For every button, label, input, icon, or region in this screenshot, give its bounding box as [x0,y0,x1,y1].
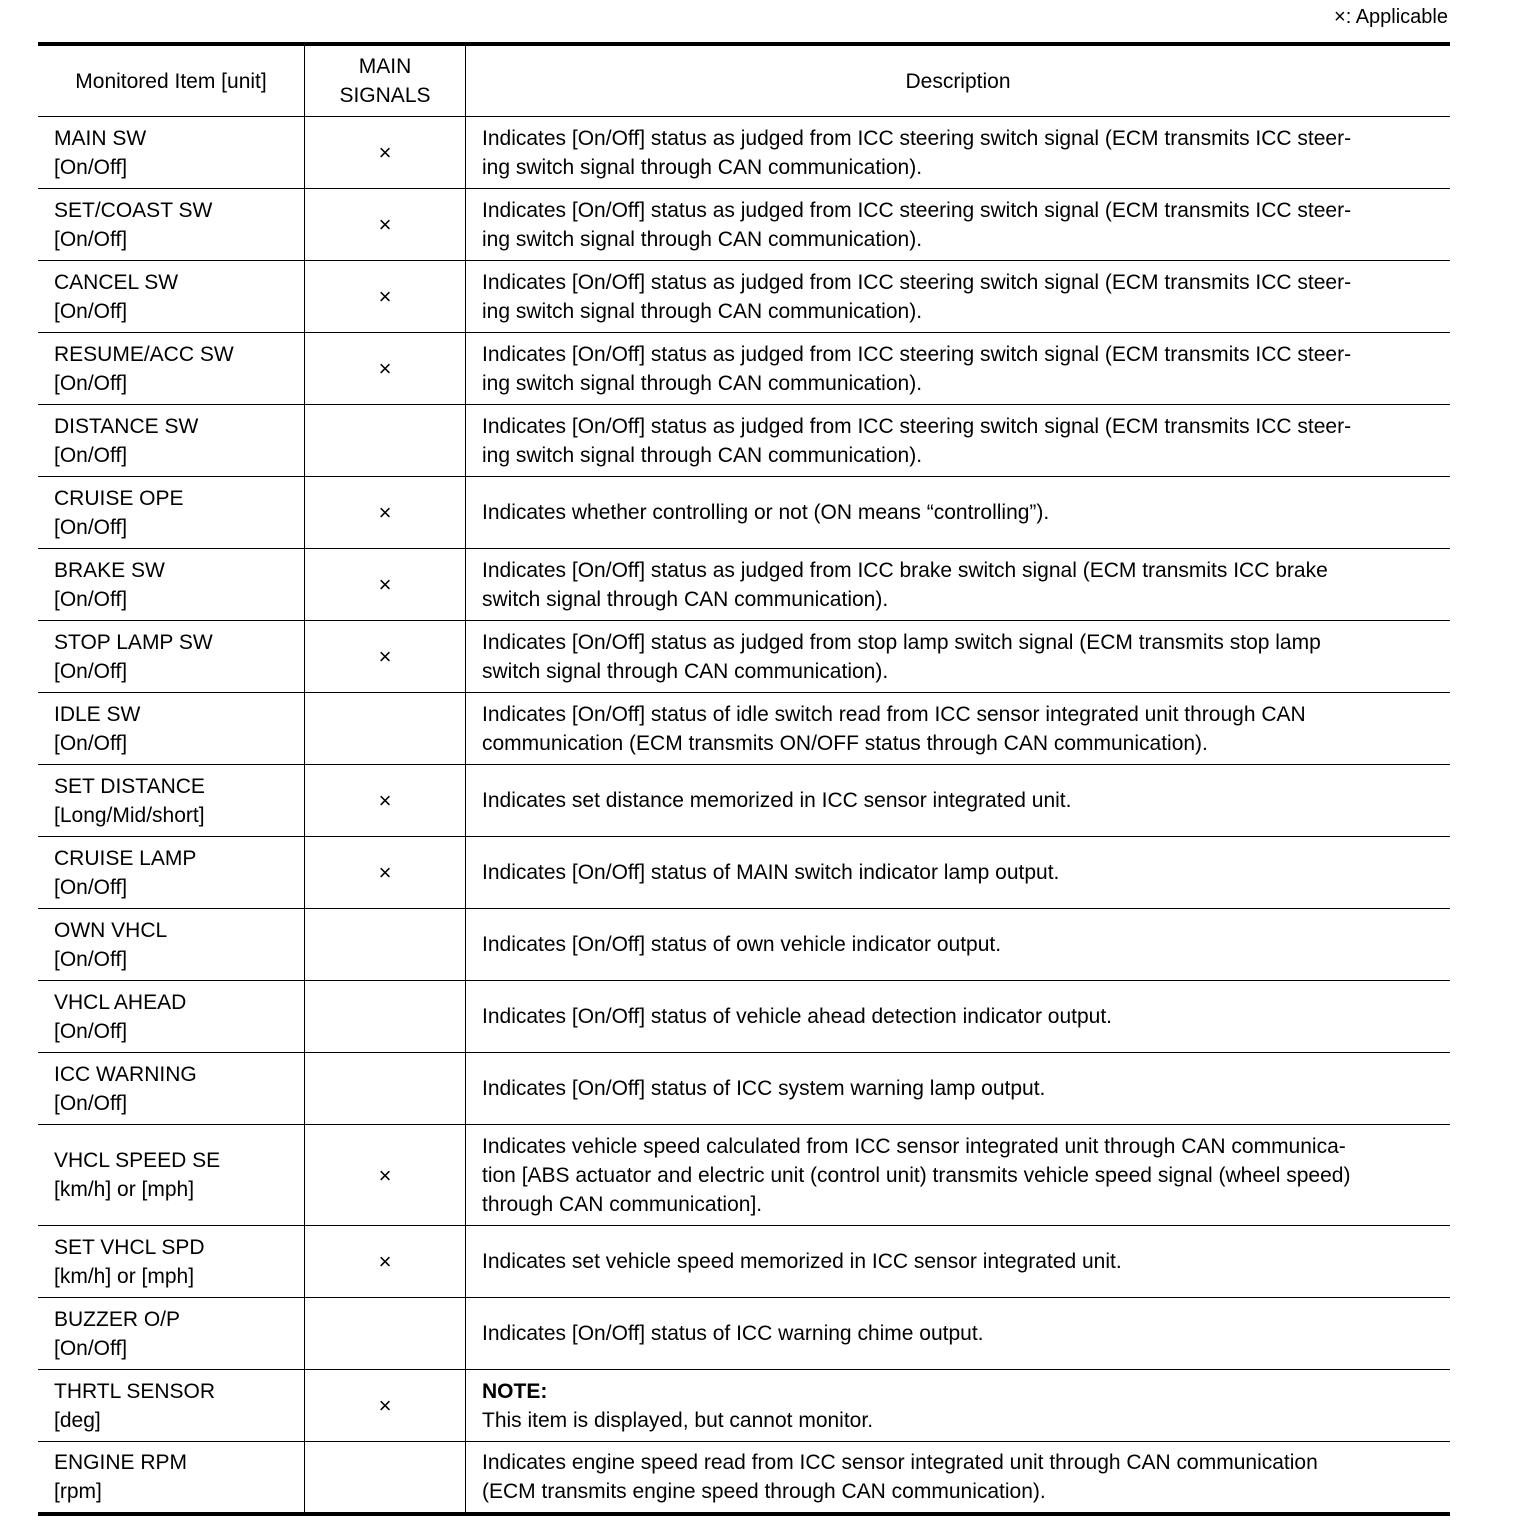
description-line: Indicates [On/Off] status of MAIN switch indicator lamp output. [482,861,1060,884]
item-name: STOP LAMP SW [54,630,213,654]
description-cell [466,693,1451,765]
monitored-item-cell [38,1053,305,1125]
monitored-item-cell [38,837,305,909]
item-unit: [deg] [54,1408,101,1432]
table-row [38,189,1450,261]
table-row [38,1226,1450,1298]
item-name: IDLE SW [54,702,141,726]
item-unit: [On/Off] [54,443,128,467]
monitored-item-cell [38,981,305,1053]
description-line: Indicates [On/Off] status of idle switch read from ICC sensor integrated unit through CAN [482,702,1306,726]
monitored-item-cell [38,1442,305,1514]
description-line: Indicates whether controlling or not (ON means “controlling”). [482,501,1050,524]
description-cell [466,909,1451,981]
table-row [38,405,1450,477]
monitored-item-cell [38,405,305,477]
monitored-item-cell [38,1370,305,1442]
description-line: This item is displayed, but cannot monitor. [482,1408,874,1432]
item-unit: [On/Off] [54,1019,128,1043]
description-cell [466,117,1451,189]
main-signal-mark: × [305,477,466,549]
item-unit: [On/Off] [54,587,128,611]
table-row [38,981,1450,1053]
description-cell [466,1370,1451,1442]
table-row [38,549,1450,621]
table-row [38,1298,1450,1370]
item-unit: [On/Off] [54,371,128,395]
item-name: ICC WARNING [54,1062,197,1086]
header-description: Description [466,44,1451,117]
item-unit: [km/h] or [mph] [54,1178,195,1201]
description-line: Indicates [On/Off] status as judged from ICC steering switch signal (ECM transmits ICC steer- [482,270,1352,294]
monitor-items-table [38,42,1450,1516]
header-main-signals [305,44,466,117]
item-unit: [On/Off] [54,875,128,899]
item-unit: [On/Off] [54,155,128,179]
description-line: Indicates [On/Off] status as judged from stop lamp switch signal (ECM transmits stop lamp [482,630,1321,654]
main-signal-mark: × [305,1370,466,1442]
description-line: Indicates [On/Off] status as judged from ICC brake switch signal (ECM transmits ICC brake [482,558,1328,582]
item-name: BRAKE SW [54,558,165,582]
item-name: SET VHCL SPD [54,1235,205,1259]
item-unit: [km/h] or [mph] [54,1264,195,1288]
description-line: ing switch signal through CAN communication). [482,443,923,467]
item-unit: [On/Off] [54,299,128,323]
description-cell [466,1298,1451,1370]
table-row [38,1053,1450,1125]
description-cell [466,621,1451,693]
main-signal-mark [305,1053,466,1125]
description-line: (ECM transmits engine speed through CAN communication). [482,1479,1046,1503]
description-line: Indicates set distance memorized in ICC sensor integrated unit. [482,789,1072,812]
description-line: Indicates [On/Off] status of ICC warning chime output. [482,1322,984,1345]
item-name: CANCEL SW [54,270,179,294]
table-header-row [38,44,1450,117]
table-row [38,261,1450,333]
description-line: ing switch signal through CAN communication). [482,155,923,179]
item-name: MAIN SW [54,126,147,150]
description-cell [466,1442,1451,1514]
description-cell [466,549,1451,621]
description-line: Indicates [On/Off] status as judged from ICC steering switch signal (ECM transmits ICC steer- [482,414,1352,438]
monitored-item-cell [38,1298,305,1370]
item-unit: [On/Off] [54,227,128,251]
main-signal-mark: × [305,765,466,837]
description-line: ing switch signal through CAN communication). [482,299,923,323]
item-name: ENGINE RPM [54,1450,188,1474]
item-name: OWN VHCL [54,918,168,942]
table-row [38,765,1450,837]
main-signal-mark: × [305,1226,466,1298]
header-monitored-item: Monitored Item [unit] [38,44,305,117]
description-line: through CAN communication]. [482,1192,763,1216]
item-unit: [rpm] [54,1479,102,1503]
main-signal-mark [305,1442,466,1514]
item-name: CRUISE LAMP [54,846,197,870]
description-cell [466,405,1451,477]
monitored-item-cell [38,549,305,621]
monitored-item-cell [38,693,305,765]
monitored-item-cell [38,261,305,333]
description-cell [466,1125,1451,1226]
item-unit: [On/Off] [54,731,128,755]
description-line: ing switch signal through CAN communication). [482,371,923,395]
monitored-item-cell [38,1125,305,1226]
description-line: Indicates engine speed read from ICC sensor integrated unit through CAN communication [482,1450,1318,1474]
item-unit: [On/Off] [54,1336,128,1360]
description-line: switch signal through CAN communication). [482,587,889,611]
monitored-item-cell [38,477,305,549]
main-signal-mark: × [305,189,466,261]
main-signal-mark: × [305,261,466,333]
item-name: CRUISE OPE [54,486,184,510]
item-unit: [On/Off] [54,947,128,971]
item-name: VHCL AHEAD [54,990,187,1014]
table-row [38,621,1450,693]
item-name: RESUME/ACC SW [54,342,234,366]
item-name: SET DISTANCE [54,774,205,798]
item-name: THRTL SENSOR [54,1379,216,1403]
description-cell [466,189,1451,261]
table-row [38,477,1450,549]
main-signal-mark: × [305,549,466,621]
description-cell [466,981,1451,1053]
legend-applicable: ×: Applicable [1334,6,1448,28]
header-main-signals-line: MAIN [358,55,412,78]
description-line: communication (ECM transmits ON/OFF status through CAN communication). [482,731,1208,755]
description-line: Indicates set vehicle speed memorized in ICC sensor integrated unit. [482,1250,1122,1273]
main-signal-mark: × [305,117,466,189]
table-row [38,909,1450,981]
item-unit: [On/Off] [54,659,128,683]
table-row [38,333,1450,405]
item-unit: [Long/Mid/short] [54,803,205,827]
item-name: DISTANCE SW [54,414,199,438]
monitored-item-cell [38,117,305,189]
main-signal-mark [305,981,466,1053]
description-cell [466,1053,1451,1125]
item-name: VHCL SPEED SE [54,1149,221,1172]
description-line: Indicates [On/Off] status as judged from ICC steering switch signal (ECM transmits ICC steer- [482,198,1352,222]
description-line: Indicates [On/Off] status as judged from ICC steering switch signal (ECM transmits ICC steer- [482,342,1352,366]
monitored-item-cell [38,333,305,405]
table-row [38,1370,1450,1442]
main-signal-mark: × [305,621,466,693]
description-line: Indicates vehicle speed calculated from ICC sensor integrated unit through CAN communica- [482,1134,1346,1158]
monitored-item-cell [38,189,305,261]
description-cell [466,477,1451,549]
description-line: tion [ABS actuator and electric unit (control unit) transmits vehicle speed signal (wheel speed) [482,1163,1351,1187]
monitored-item-cell [38,621,305,693]
description-line: Indicates [On/Off] status of ICC system warning lamp output. [482,1077,1046,1100]
table-row [38,117,1450,189]
main-signal-mark: × [305,837,466,909]
description-cell [466,333,1451,405]
table-row [38,1442,1450,1514]
item-unit: [On/Off] [54,1091,128,1115]
main-signal-mark [305,1298,466,1370]
main-signal-mark: × [305,333,466,405]
item-name: BUZZER O/P [54,1307,181,1331]
main-signal-mark [305,909,466,981]
note-label: NOTE: [482,1379,548,1403]
main-signal-mark [305,693,466,765]
description-cell [466,261,1451,333]
description-line: Indicates [On/Off] status of own vehicle indicator output. [482,933,1002,956]
table-row [38,1125,1450,1226]
item-name: SET/COAST SW [54,198,213,222]
table-row [38,837,1450,909]
item-unit: [On/Off] [54,515,128,539]
description-cell [466,765,1451,837]
description-cell [466,837,1451,909]
description-line: Indicates [On/Off] status of vehicle ahead detection indicator output. [482,1005,1112,1028]
monitored-item-cell [38,765,305,837]
main-signal-mark: × [305,1125,466,1226]
table-row [38,693,1450,765]
main-signal-mark [305,405,466,477]
monitored-item-cell [38,909,305,981]
description-line: Indicates [On/Off] status as judged from ICC steering switch signal (ECM transmits ICC steer- [482,126,1352,150]
description-cell [466,1226,1451,1298]
description-line: switch signal through CAN communication). [482,659,889,683]
header-main-signals-line: SIGNALS [339,84,431,107]
description-line: ing switch signal through CAN communication). [482,227,923,251]
monitored-item-cell [38,1226,305,1298]
